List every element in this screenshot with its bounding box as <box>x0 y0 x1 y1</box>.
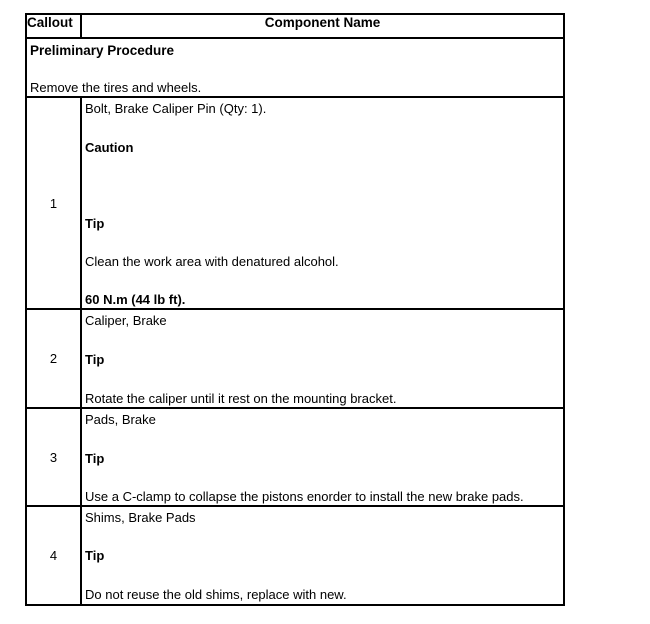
callout-number: 3 <box>26 408 81 506</box>
tip-label: Tip <box>85 216 105 231</box>
callout-column-header: Callout <box>26 14 81 38</box>
table-header-row <box>26 14 564 38</box>
component-name: Caliper, Brake <box>85 313 167 328</box>
table-row <box>26 506 564 605</box>
table-row <box>26 309 564 408</box>
procedure-table <box>25 13 565 606</box>
tip-label: Tip <box>85 451 105 466</box>
callout-number: 4 <box>26 506 81 605</box>
preliminary-cell <box>26 38 564 97</box>
tip-label: Tip <box>85 548 105 563</box>
table-row <box>26 97 564 309</box>
component-name: Shims, Brake Pads <box>85 510 196 525</box>
caution-label: Caution <box>85 140 134 155</box>
component-name: Pads, Brake <box>85 412 156 427</box>
tip-text: Use a C-clamp to collapse the pistons enorder to install the new brake pads. <box>85 489 524 504</box>
tip-text: Do not reuse the old shims, replace with new. <box>85 587 347 602</box>
component-cell <box>81 506 564 605</box>
tip-label: Tip <box>85 352 105 367</box>
tip-text: Rotate the caliper until it rest on the mounting bracket. <box>85 391 397 406</box>
preliminary-row <box>26 38 564 97</box>
callout-number: 1 <box>26 97 81 309</box>
component-cell <box>81 309 564 408</box>
component-name: Bolt, Brake Caliper Pin (Qty: 1). <box>85 101 267 116</box>
component-cell <box>81 97 564 309</box>
component-name-column-header: Component Name <box>81 14 564 38</box>
torque-spec: 60 N.m (44 lb ft). <box>85 292 186 307</box>
tip-text: Clean the work area with denatured alcohol. <box>85 254 339 269</box>
component-cell <box>81 408 564 506</box>
table-row <box>26 408 564 506</box>
callout-number: 2 <box>26 309 81 408</box>
preliminary-text: Remove the tires and wheels. <box>30 80 202 95</box>
preliminary-title: Preliminary Procedure <box>30 43 175 58</box>
